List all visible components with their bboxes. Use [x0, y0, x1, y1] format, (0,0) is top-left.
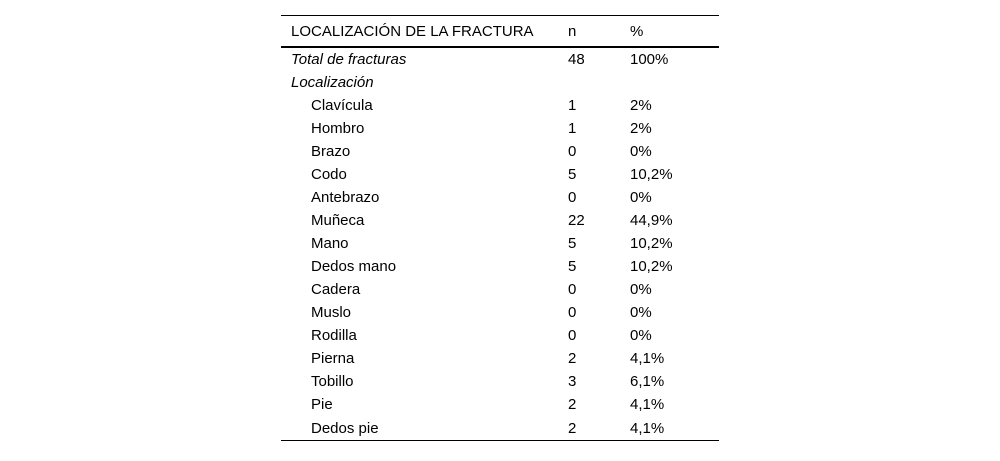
row-location-label: Cadera: [311, 281, 361, 298]
row-location-label: Muñeca: [311, 212, 365, 229]
row-percent-value: 10,2%: [630, 258, 673, 275]
row-percent-value: 10,2%: [630, 166, 673, 183]
row-location-label: Codo: [311, 166, 347, 183]
row-n-value: 0: [568, 327, 577, 344]
header-percent: %: [630, 22, 644, 40]
section-label: Localización: [291, 74, 374, 91]
row-percent-value: 0%: [630, 189, 652, 206]
section-n: [568, 71, 630, 94]
row-percent-value: 4,1%: [630, 396, 665, 413]
table-row: [281, 209, 719, 232]
row-n-value: 1: [568, 97, 577, 114]
table-row: [281, 186, 719, 209]
row-location-label: Clavícula: [311, 97, 373, 114]
table-row: [281, 324, 719, 347]
fracture-location-table-container: [281, 15, 719, 441]
table-row: [281, 416, 719, 441]
row-location-label: Hombro: [311, 120, 365, 137]
table-row: [281, 301, 719, 324]
header-location: LOCALIZACIÓN DE LA FRACTURA: [291, 22, 534, 40]
total-row: [281, 47, 719, 71]
row-location-label: Pierna: [311, 350, 355, 367]
row-location-label: Tobillo: [311, 373, 354, 390]
table-row: [281, 140, 719, 163]
fracture-location-table: [281, 15, 719, 441]
row-percent-value: 0%: [630, 327, 652, 344]
row-location-label: Brazo: [311, 143, 351, 160]
row-n-value: 5: [568, 166, 577, 183]
row-percent-value: 4,1%: [630, 419, 665, 437]
table-row: [281, 117, 719, 140]
row-n-value: 0: [568, 143, 577, 160]
row-percent-value: 0%: [630, 304, 652, 321]
row-location-label: Antebrazo: [311, 189, 380, 206]
total-n: 48: [568, 51, 585, 68]
total-label: Total de fracturas: [291, 51, 407, 68]
row-location-label: Dedos pie: [311, 419, 379, 437]
row-n-value: 5: [568, 258, 577, 275]
row-percent-value: 44,9%: [630, 212, 673, 229]
row-location-label: Muslo: [311, 304, 352, 321]
table-row: [281, 255, 719, 278]
row-n-value: 2: [568, 396, 577, 413]
row-n-value: 0: [568, 189, 577, 206]
row-location-label: Rodilla: [311, 327, 357, 344]
row-n-value: 0: [568, 304, 577, 321]
section-percent: [630, 71, 719, 94]
row-percent-value: 6,1%: [630, 373, 665, 390]
table-row: [281, 370, 719, 393]
table-row: [281, 278, 719, 301]
table-row: [281, 393, 719, 416]
row-percent-value: 10,2%: [630, 235, 673, 252]
row-percent-value: 0%: [630, 143, 652, 160]
table-row: [281, 163, 719, 186]
table-row: [281, 232, 719, 255]
row-n-value: 5: [568, 235, 577, 252]
row-n-value: 0: [568, 281, 577, 298]
table-row: [281, 347, 719, 370]
row-n-value: 22: [568, 212, 585, 229]
row-location-label: Mano: [311, 235, 349, 252]
row-location-label: Dedos mano: [311, 258, 397, 275]
row-location-label: Pie: [311, 396, 333, 413]
row-percent-value: 0%: [630, 281, 652, 298]
row-percent-value: 4,1%: [630, 350, 665, 367]
row-n-value: 3: [568, 373, 577, 390]
total-percent: 100%: [630, 51, 669, 68]
row-percent-value: 2%: [630, 120, 652, 137]
section-row: [281, 71, 719, 94]
header-n: n: [568, 22, 577, 40]
row-percent-value: 2%: [630, 97, 652, 114]
table-row: [281, 94, 719, 117]
row-n-value: 1: [568, 120, 577, 137]
row-n-value: 2: [568, 419, 577, 437]
row-n-value: 2: [568, 350, 577, 367]
table-header-row: [281, 16, 719, 48]
